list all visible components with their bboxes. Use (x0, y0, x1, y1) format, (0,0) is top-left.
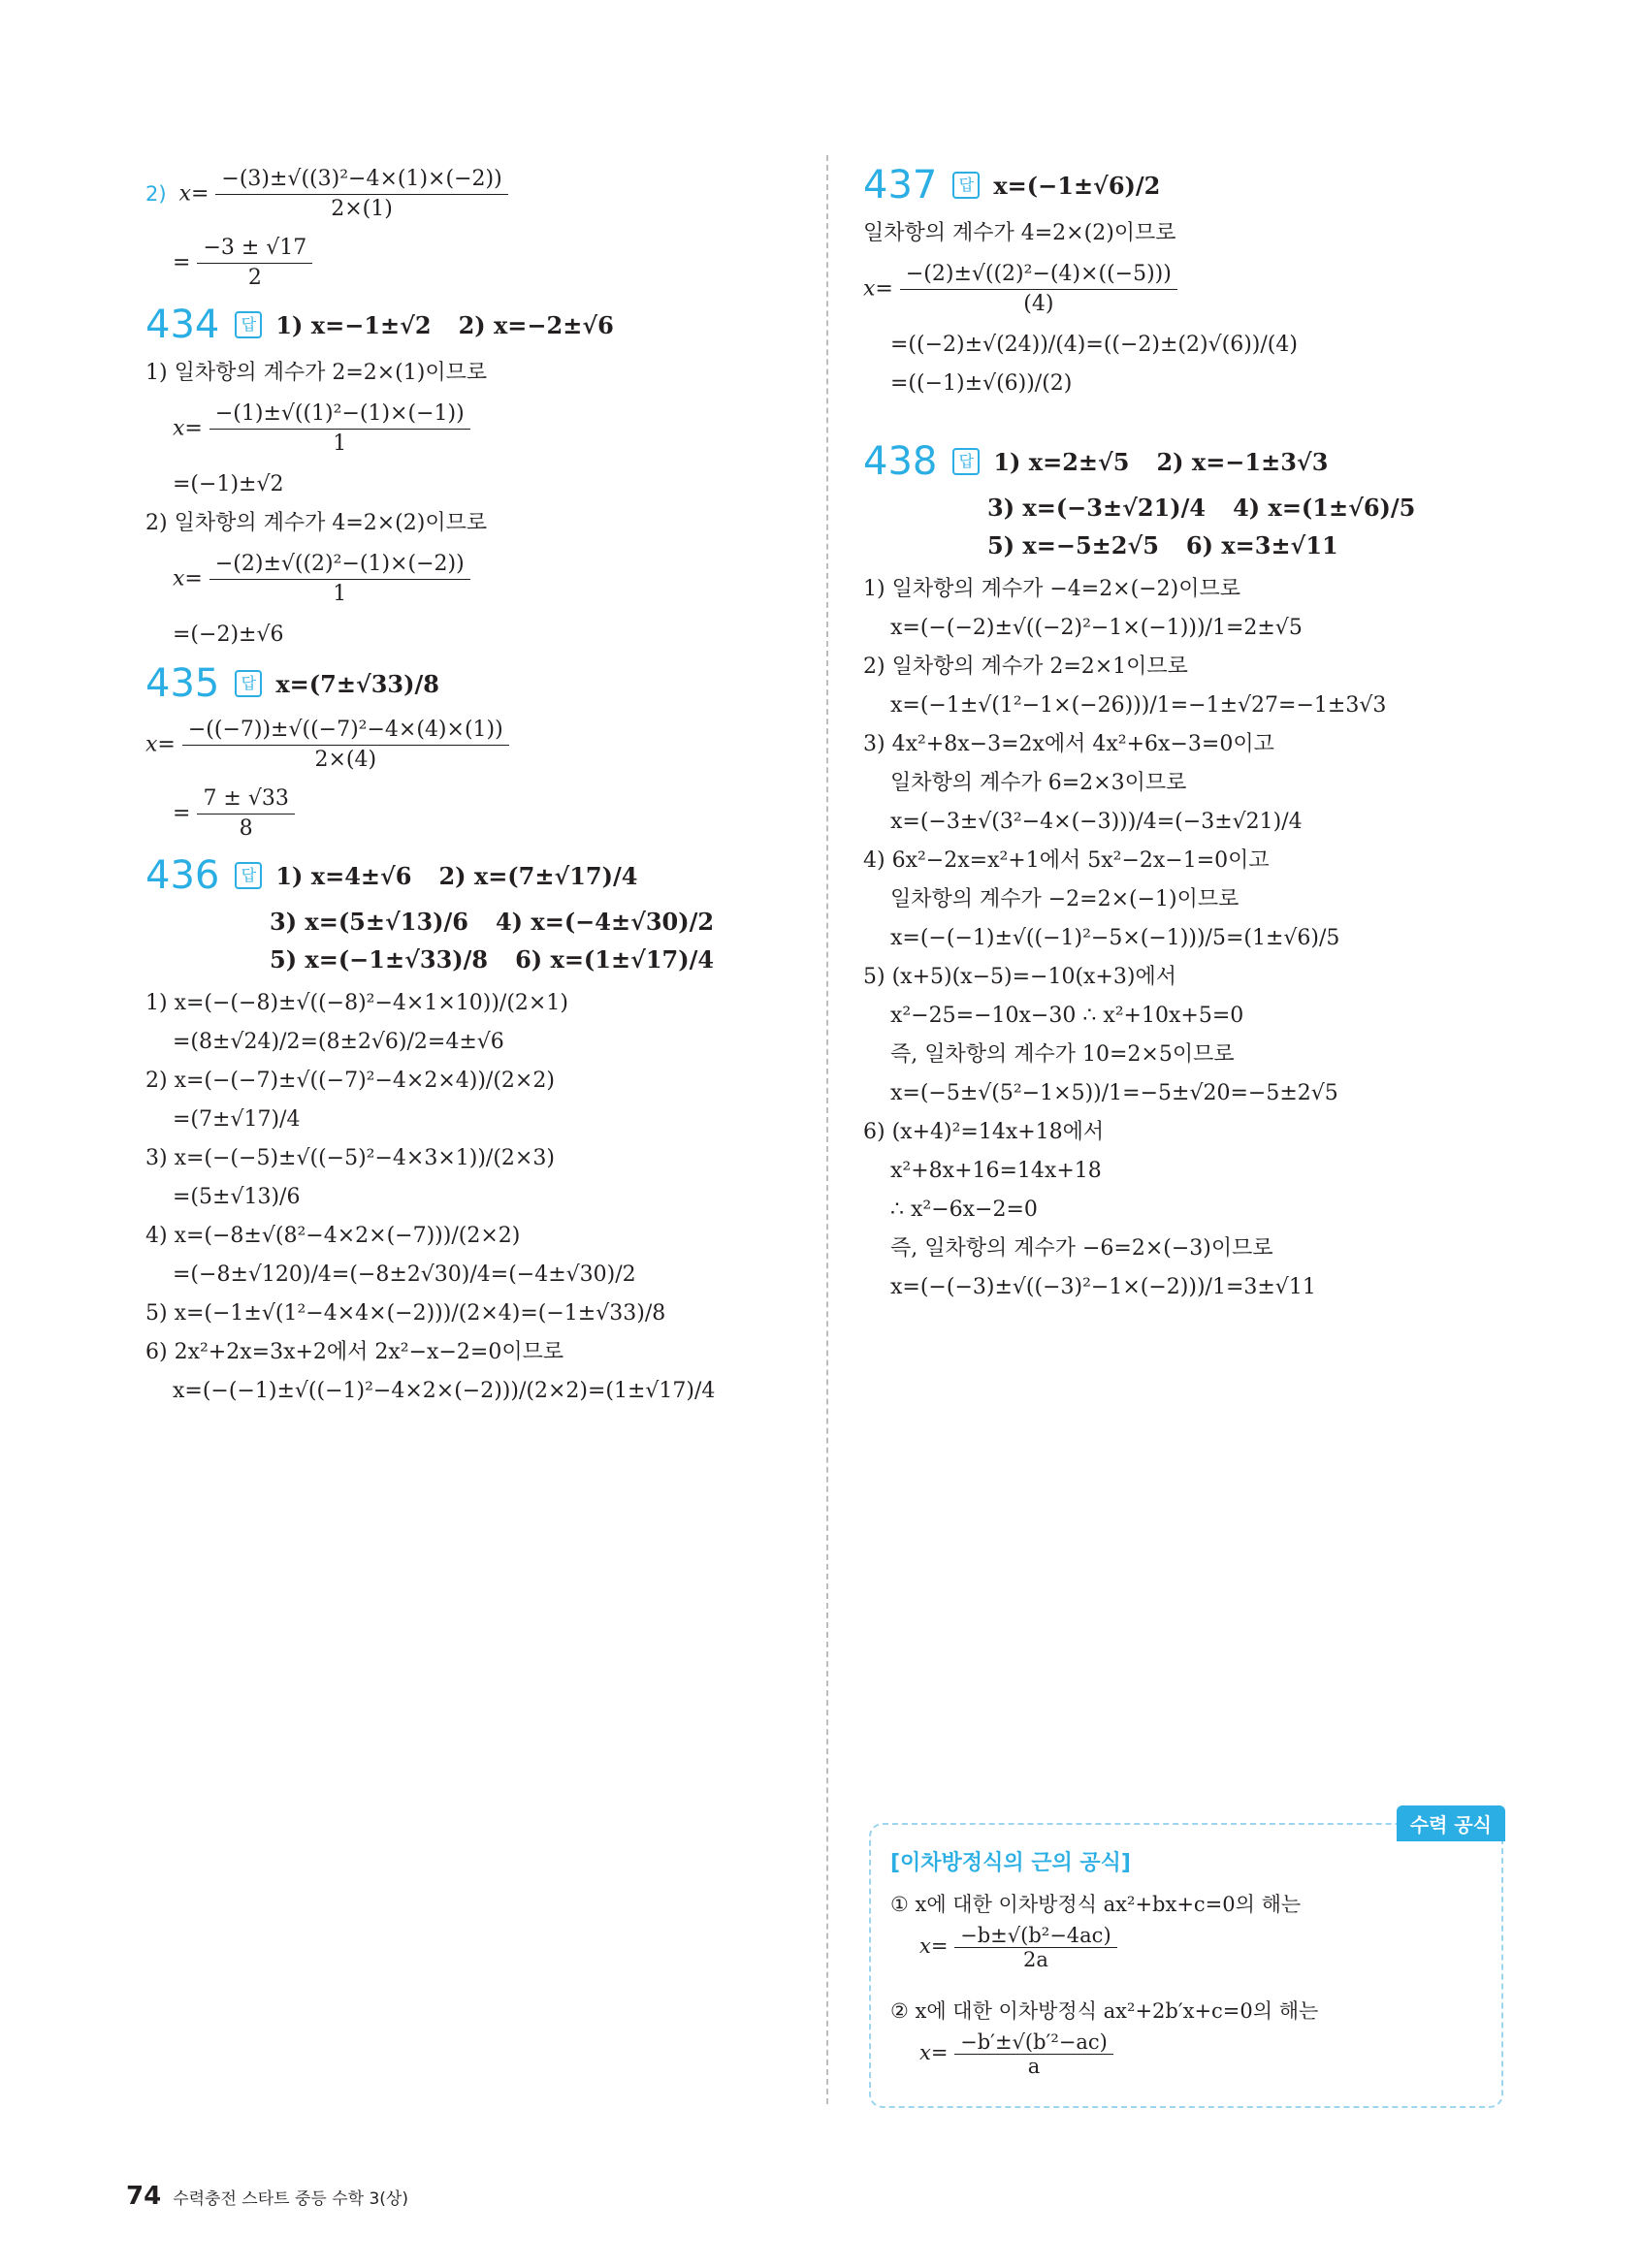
solution-line: 6) (x+4)²=14x+18에서 (863, 1120, 1105, 1144)
answer: 5) x=(−1±√33)/8 (270, 945, 489, 974)
answer: 6) x=3±√11 (1185, 531, 1338, 559)
solution-line: 1) x=(−(−8)±√((−8)²−4×1×10))/(2×1) (145, 991, 568, 1015)
solution-result: =(−2)±√6 (173, 623, 284, 647)
problem-434: 434 답 1) x=−1±√2 2) x=−2±√6 1) 일차항의 계수가 2=2×(1)이므로 x= $\frac{\text{−(1)±√((1)²−(1)×(−1))}}{1}$ =(−1)±√2 2) 일차항의 계수가 4=2×(2)이므로 x= $\frac{\text{−(2)±√((2)²−(1)×(−2))}}{1}$ =(−2)±√6 (145, 303, 815, 652)
solution-line: x=(−5±√(5²−1×5))/1=−5±√20=−5±2√5 (890, 1081, 1338, 1105)
problem-number: 435 (145, 661, 220, 706)
solution-line: x=(−(−2)±√((−2)²−1×(−1)))/1=2±√5 (890, 616, 1303, 640)
problem-number: 436 (145, 853, 220, 898)
solution-line: 3) 4x²+8x−3=2x에서 4x²+6x−3=0이고 (863, 732, 1274, 756)
fraction: $\frac{\text{−(3)±√((3)²−4×(1)×(−2))}}{2\times(1)}$ (215, 165, 507, 224)
answer: 3) x=(−3±√21)/4 (987, 494, 1207, 522)
solution-text: 2) 일차항의 계수가 4=2×(2)이므로 (145, 511, 488, 535)
solution-line: x=(−3±√(3²−4×(−3)))/4=(−3±√21)/4 (890, 810, 1303, 834)
solution-line: 6) 2x²+2x=3x+2에서 2x²−x−2=0이므로 (145, 1340, 564, 1364)
column-divider (826, 155, 828, 2104)
answer: 3) x=(5±√13)/6 (270, 908, 468, 936)
sub-label: 2) (145, 181, 167, 206)
answer: 6) x=(1±√17)/4 (515, 945, 715, 974)
answer-icon: 답 (952, 448, 980, 475)
problem-437: 437 답 x=(−1±√6)/2 일차항의 계수가 4=2×(2)이므로 x= $\frac{\text{−(2)±√((2)²−(4)×((−5)))}}{(4)}$ =((−2)±√(24))/(4)=((−2)±(2)√(6))/(4) =((−1)±√(6))/(2) (863, 163, 1503, 400)
solution-line: 즉, 일차항의 계수가 10=2×5이므로 (890, 1042, 1235, 1067)
solution-line: x=(−1±√(1²−1×(−26)))/1=−1±√27=−1±3√3 (890, 693, 1387, 718)
fraction: $\frac{\text{−(2)±√((2)²−(4)×((−5)))}}{(4)}$ (900, 260, 1177, 319)
answer: 2) x=−1±3√3 (1156, 447, 1329, 476)
left-column (145, 155, 815, 1418)
fraction: $\frac{\text{−(1)±√((1)²−(1)×(−1))}}{1}$ (209, 399, 470, 459)
solution-line: 2) x=(−(−7)±√((−7)²−4×2×4))/(2×2) (145, 1069, 555, 1093)
problem-number: 437 (863, 163, 938, 208)
answer: 2) x=(7±√17)/4 (438, 861, 638, 890)
answer-icon: 답 (952, 172, 980, 199)
problem-438 (863, 439, 1503, 1304)
solution-line: x²+8x+16=14x+18 (890, 1159, 1102, 1183)
solution-line: =((−1)±√(6))/(2) (890, 371, 1073, 396)
answer: 2) x=−2±√6 (458, 310, 614, 339)
problem-number: 434 (145, 303, 220, 347)
formula-note-box: 수력 공식 [이차방정식의 근의 공식] ① x에 대한 이차방정식 ax²+bx+c=0의 해는 x= $\frac{\text{−b±√(b²−4ac)}}{2a}$ ② x에 대한 이차방정식 ax²+2b′x+c=0의 해는 x= $\frac{\text{−b′±√(b′²−ac)}}{a}$ (869, 1823, 1503, 2108)
note-line: ① x에 대한 이차방정식 ax²+bx+c=0의 해는 (890, 1893, 1302, 1916)
problem-433-tail: 2) x= $\frac{\text{−(3)±√((3)²−4×(1)×(−2))}}{2\times(1)}$ = $\frac{-3 \pm √17}{2}$ (145, 165, 815, 293)
solution-line: x=(−(−1)±√((−1)²−5×(−1)))/5=(1±√6)/5 (890, 926, 1340, 950)
answer-icon: 답 (235, 670, 262, 697)
right-column (863, 155, 1503, 1314)
solution-line: 2) 일차항의 계수가 2=2×1이므로 (863, 655, 1188, 679)
answer: 1) x=4±√6 (275, 861, 412, 890)
answer: x=(7±√33)/8 (275, 669, 439, 698)
answer: 4) x=(1±√6)/5 (1233, 494, 1416, 522)
answer: 5) x=−5±2√5 (987, 531, 1159, 559)
fraction: $\frac{\text{−(2)±√((2)²−(1)×(−2))}}{1}$ (209, 550, 470, 609)
solution-line: x=(−(−3)±√((−3)²−1×(−2)))/1=3±√11 (890, 1275, 1316, 1299)
solution-line: ∴ x²−6x−2=0 (890, 1198, 1038, 1222)
answer-icon: 답 (235, 862, 262, 889)
page-number: 74 (126, 2182, 162, 2211)
fraction: $\frac{\text{−b′±√(b′²−ac)}}{a}$ (954, 2030, 1113, 2078)
answer: x=(−1±√6)/2 (993, 171, 1161, 200)
solution-line: 3) x=(−(−5)±√((−5)²−4×3×1))/(2×3) (145, 1146, 555, 1170)
solution-line: =(7±√17)/4 (173, 1107, 301, 1132)
solution-result: =(−1)±√2 (173, 472, 284, 496)
fraction: $\frac{-3 \pm √17}{2}$ (197, 234, 312, 293)
solution-line: =(−8±√120)/4=(−8±2√30)/4=(−4±√30)/2 (173, 1262, 636, 1287)
answer: 1) x=−1±√2 (275, 310, 432, 339)
note-title: [이차방정식의 근의 공식] (890, 1851, 1131, 1875)
problem-number: 438 (863, 439, 938, 484)
solution-line: 일차항의 계수가 6=2×3이므로 (890, 771, 1187, 795)
book-title: 수력충전 스타트 중등 수학 3(상) (173, 2189, 408, 2209)
solution-line: 4) x=(−8±√(8²−4×2×(−7)))/(2×2) (145, 1224, 521, 1248)
solution-text: 일차항의 계수가 4=2×(2)이므로 (863, 221, 1176, 245)
solution-line: =(8±√24)/2=(8±2√6)/2=4±√6 (173, 1030, 504, 1054)
fraction: $\frac{7 \pm √33}{8}$ (197, 784, 294, 844)
fraction: $\frac{\text{−((−7))±√((−7)²−4×(4)×(1))}}{2\times(4)}$ (182, 716, 509, 775)
solution-line: x²−25=−10x−30 ∴ x²+10x+5=0 (890, 1004, 1244, 1028)
solution-text: 1) 일차항의 계수가 2=2×(1)이므로 (145, 361, 488, 385)
solution-line: =(5±√13)/6 (173, 1185, 301, 1209)
note-line: ② x에 대한 이차방정식 ax²+2b′x+c=0의 해는 (890, 1999, 1319, 2023)
problem-435: 435 답 x=(7±√33)/8 x= $\frac{\text{−((−7))±√((−7)²−4×(4)×(1))}}{2\times(4)}$ = $\frac{7 \pm √33}{8}$ (145, 661, 815, 844)
answer-icon: 답 (235, 311, 262, 338)
solution-line: 즉, 일차항의 계수가 −6=2×(−3)이므로 (890, 1236, 1273, 1261)
solution-line: 5) x=(−1±√(1²−4×4×(−2)))/(2×4)=(−1±√33)/8 (145, 1301, 666, 1326)
solution-line: 5) (x+5)(x−5)=−10(x+3)에서 (863, 965, 1176, 989)
answer: 4) x=(−4±√30)/2 (495, 908, 715, 936)
problem-436 (145, 853, 815, 1408)
answer: 1) x=2±√5 (993, 447, 1130, 476)
fraction: $\frac{\text{−b±√(b²−4ac)}}{2a}$ (954, 1924, 1117, 1971)
note-badge: 수력 공식 (1397, 1805, 1505, 1841)
solution-line: 일차항의 계수가 −2=2×(−1)이므로 (890, 887, 1240, 911)
solution-line: =((−2)±√(24))/(4)=((−2)±(2)√(6))/(4) (890, 333, 1298, 357)
page-footer (126, 2182, 408, 2211)
solution-line: 4) 6x²−2x=x²+1에서 5x²−2x−1=0이고 (863, 848, 1270, 873)
solution-line: 1) 일차항의 계수가 −4=2×(−2)이므로 (863, 577, 1240, 601)
solution-line: x=(−(−1)±√((−1)²−4×2×(−2)))/(2×2)=(1±√17)/4 (173, 1379, 716, 1403)
